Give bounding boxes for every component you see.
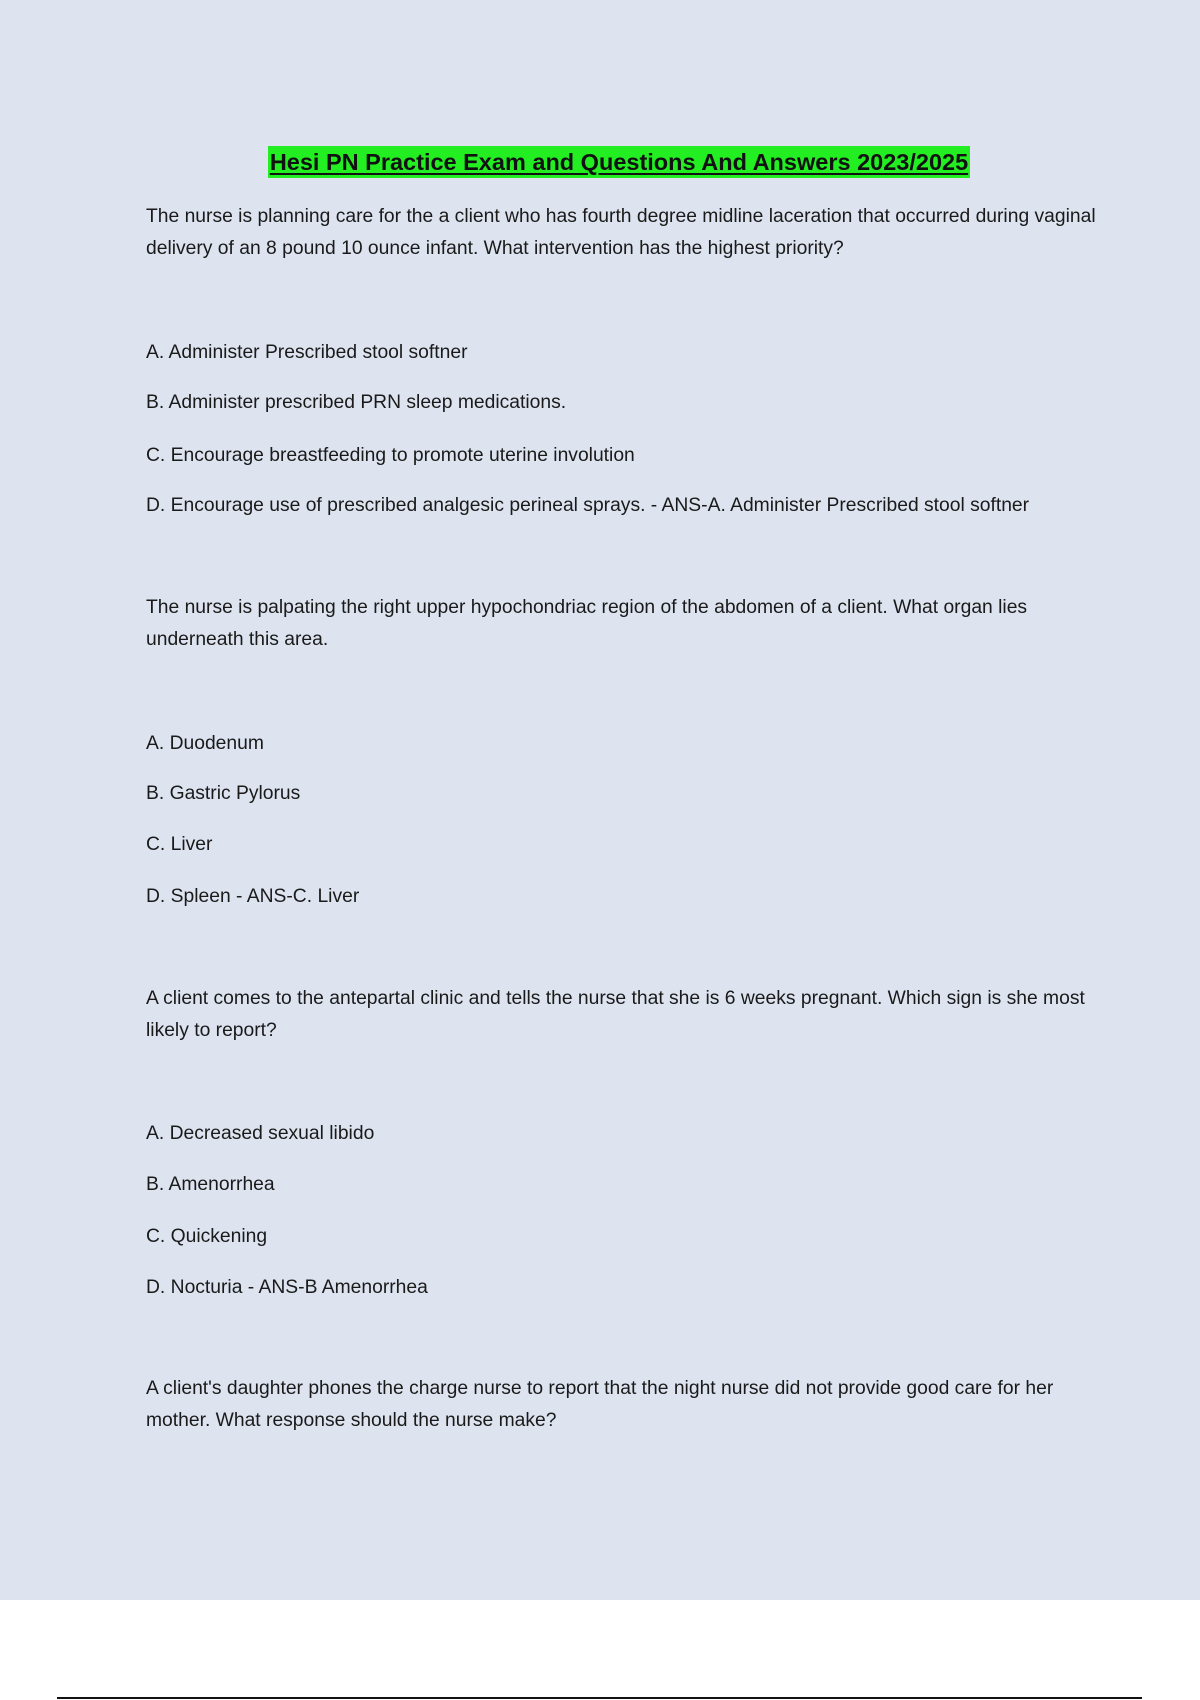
question-2-option-a: A. Duodenum — [146, 733, 264, 754]
title-container — [0, 146, 1200, 178]
question-2-option-b: B. Gastric Pylorus — [146, 783, 301, 804]
question-4-text: A client's daughter phones the charge nurse to report that the night nurse did not provide good care for her mother. What response should the nurse make? — [146, 1378, 1054, 1431]
footer-rule — [57, 1697, 1142, 1699]
question-3-option-d-answer: D. Nocturia - ANS-B Amenorrhea — [146, 1277, 428, 1298]
question-3-option-c: C. Quickening — [146, 1226, 268, 1247]
question-2-option-d-answer: D. Spleen - ANS-C. Liver — [146, 886, 360, 907]
question-2-text: The nurse is palpating the right upper hypochondriac region of the abdomen of a client. What organ lies underneath this area. — [146, 597, 1028, 650]
question-1-text: The nurse is planning care for the a client who has fourth degree midline laceration that occurred during vaginal delivery of an 8 pound 10 ounce infant. What intervention has the highest priority? — [146, 206, 1096, 259]
question-2-option-c: C. Liver — [146, 834, 213, 855]
question-1-option-b: B. Administer prescribed PRN sleep medications. — [146, 392, 567, 413]
question-3-option-a: A. Decreased sexual libido — [146, 1123, 375, 1144]
question-1-option-a: A. Administer Prescribed stool softner — [146, 342, 468, 363]
question-3-text: A client comes to the antepartal clinic and tells the nurse that she is 6 weeks pregnant. Which sign is she most likely to report? — [146, 988, 1085, 1041]
question-1-option-c: C. Encourage breastfeeding to promote uterine involution — [146, 445, 635, 466]
question-1-option-d-answer: D. Encourage use of prescribed analgesic perineal sprays. - ANS-A. Administer Prescribed stool softner — [146, 495, 1030, 516]
document-title: Hesi PN Practice Exam and Questions And Answers 2023/2025 — [268, 146, 970, 178]
question-3-option-b: B. Amenorrhea — [146, 1174, 275, 1195]
